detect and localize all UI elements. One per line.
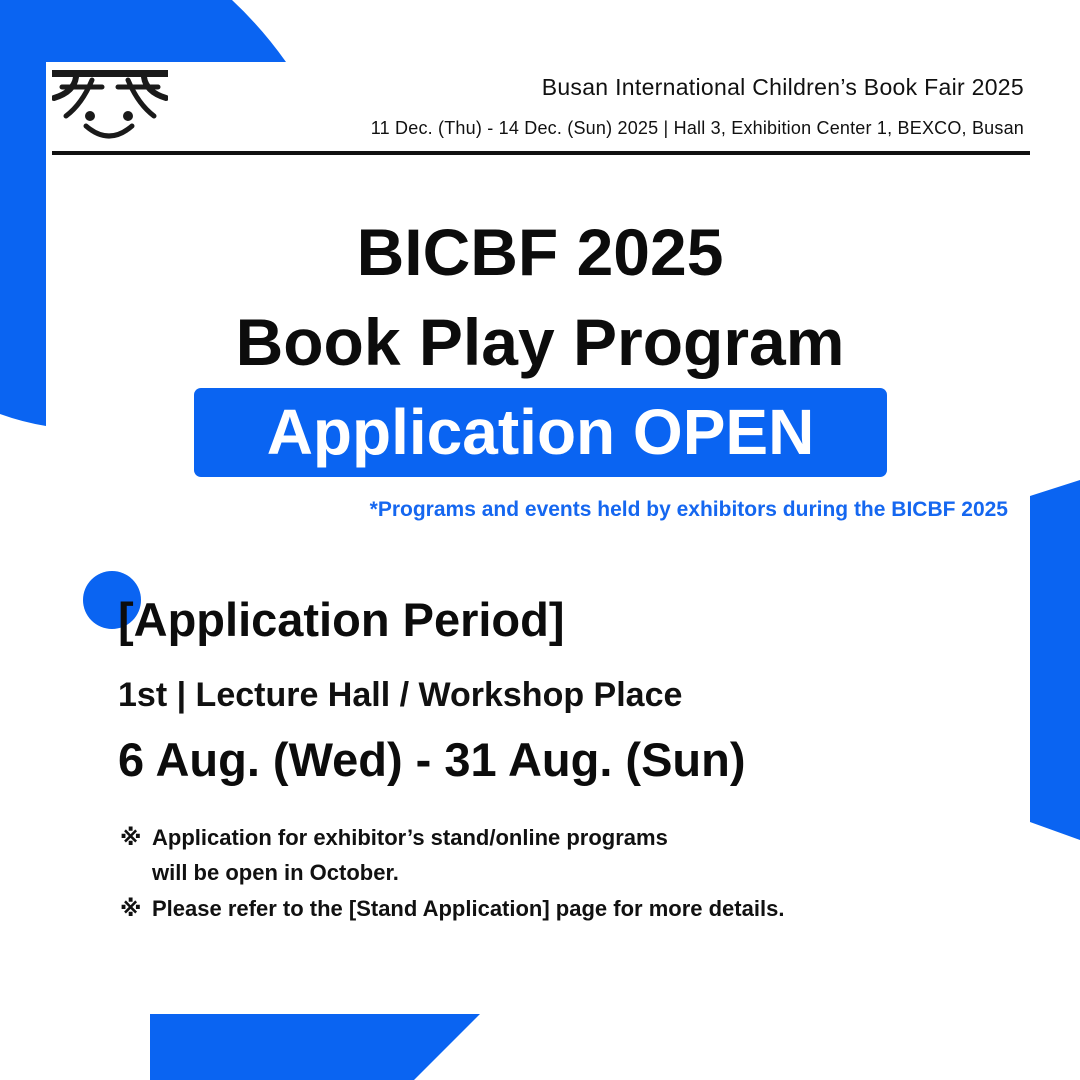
headline-program: Book Play Program <box>235 305 845 379</box>
header-divider <box>52 151 1030 155</box>
program-footnote: *Programs and events held by exhibitors during the BICBF 2025 <box>369 498 1008 521</box>
application-open-badge: Application OPEN <box>194 388 887 477</box>
note-text: Please refer to the [Stand Application] page for more details. <box>152 896 785 921</box>
note-marker-icon: ※ <box>120 825 142 850</box>
note-text: Application for exhibitor’s stand/online programs <box>152 825 668 850</box>
application-period-dates: 6 Aug. (Wed) - 31 Aug. (Sun) <box>118 733 746 786</box>
fair-name: Busan International Children’s Book Fair 2025 <box>541 74 1024 100</box>
note-exhibitor-programs-cont: will be open in October. <box>152 860 399 885</box>
note-exhibitor-programs <box>120 825 668 851</box>
first-round-venue: 1st | Lecture Hall / Workshop Place <box>118 676 683 714</box>
bottom-blue-shape <box>150 1010 490 1080</box>
fair-dates-venue: 11 Dec. (Thu) - 14 Dec. (Sun) 2025 | Hall 3, Exhibition Center 1, BEXCO, Busan <box>370 118 1024 138</box>
right-blue-bar <box>1030 480 1080 842</box>
note-stand-application <box>120 896 784 922</box>
headline-event: BICBF 2025 <box>356 215 724 289</box>
note-marker-icon: ※ <box>120 896 142 921</box>
fair-logo-smiley-icon <box>52 70 168 144</box>
application-period-heading: [Application Period] <box>118 593 565 646</box>
